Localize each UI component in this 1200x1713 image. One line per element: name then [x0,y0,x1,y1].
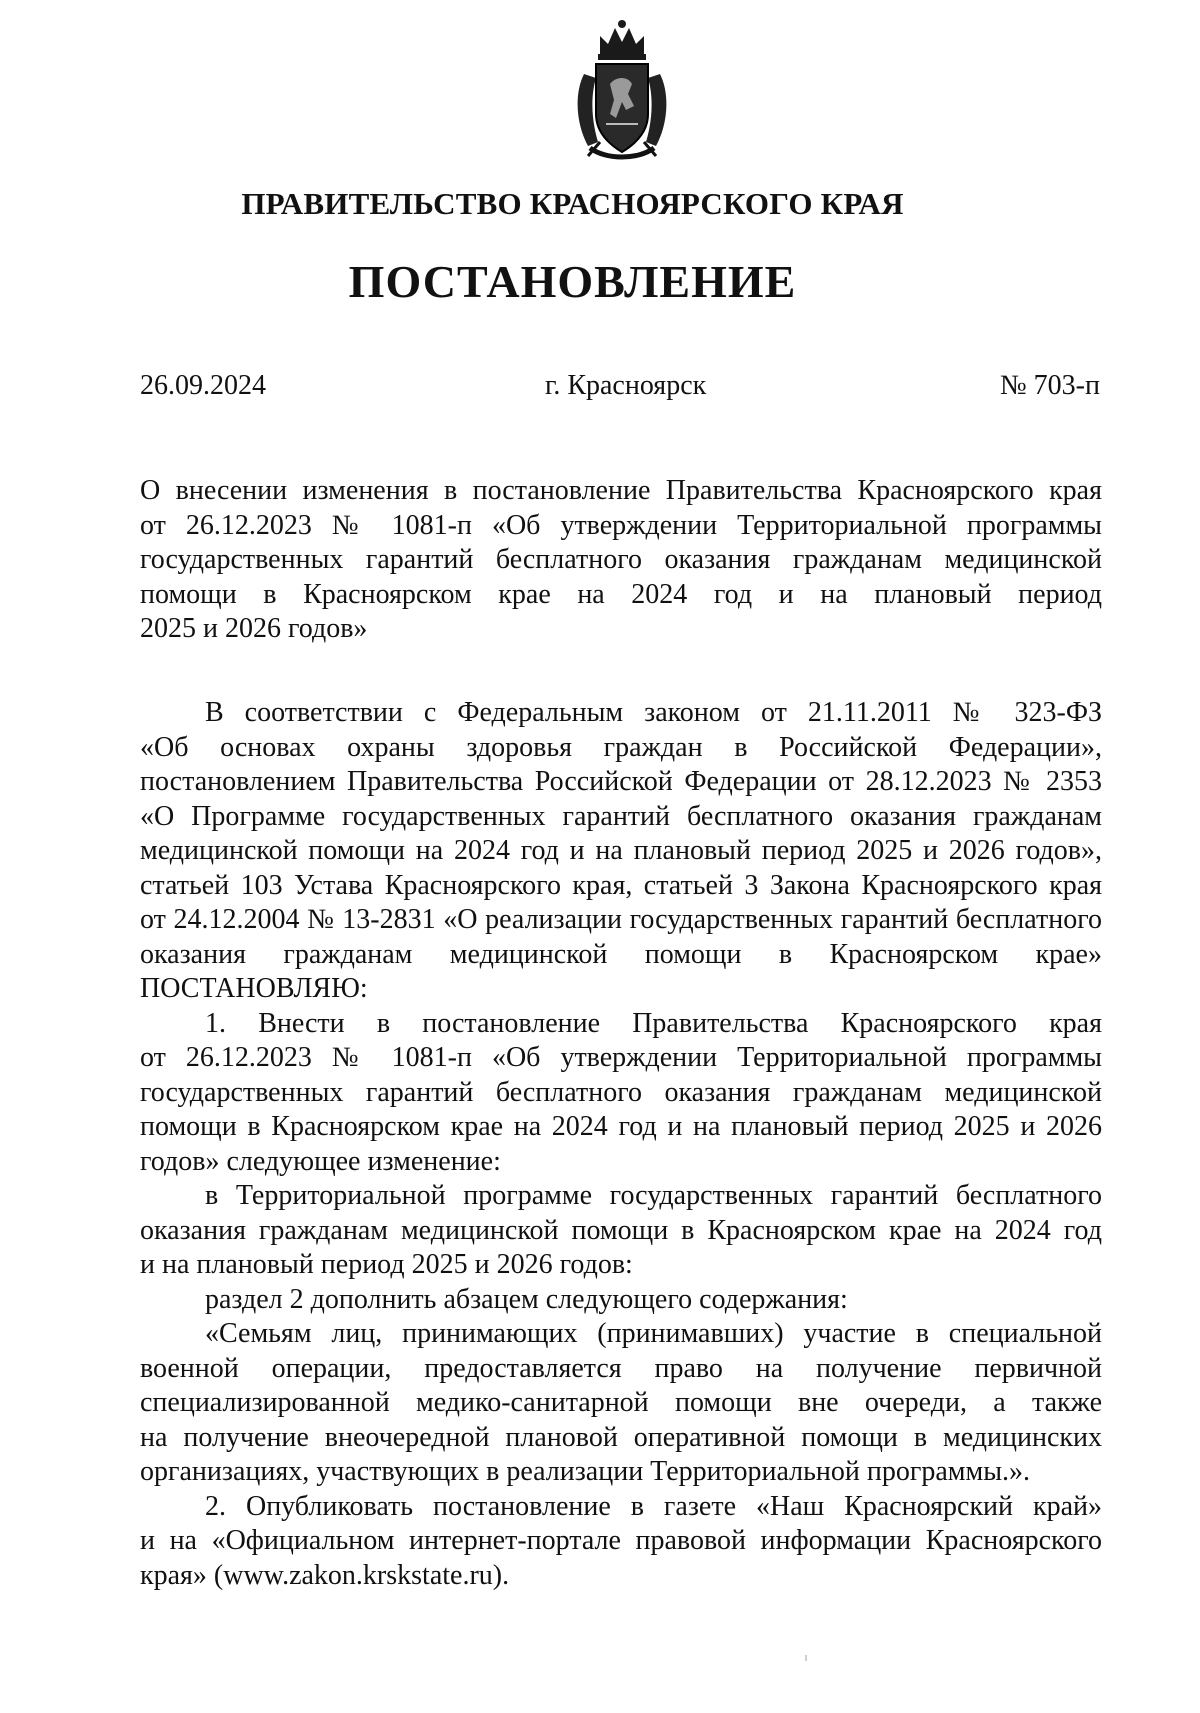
document-city: г. Красноярск [545,370,707,401]
body-line: «О Программе государственных гарантий бесплатного оказания гражданам [140,800,1102,832]
coat-of-arms-icon [570,14,675,162]
body-line: военной операции, предоставляется право на получение первичной [140,1352,1102,1384]
body-line: статьей 103 Устава Красноярского края, статьей 3 Закона Красноярского края [140,869,1102,901]
body-line: оказания гражданам медицинской помощи в Красноярском крае на 2024 год [140,1214,1102,1246]
body-line: специализированной медико-санитарной помощи вне очереди, а также [140,1387,1102,1418]
scan-mark [805,1655,807,1661]
subject-line: 2025 и 2026 годов» [140,613,368,644]
body-line: годов» следующее изменение: [140,1145,501,1177]
body-line: от 24.12.2004 № 13-2831 «О реализации государственных гарантий бесплатного [140,904,1102,935]
body-line: 1. Внести в постановление Правительства Красноярского края [205,1007,1102,1039]
document-meta [140,370,1100,410]
document-subject [140,474,1102,647]
body-line: 2. Опубликовать постановление в газете «Наш Красноярский край» [205,1490,1102,1522]
body-line: медицинской помощи на 2024 год и на плановый период 2025 и 2026 годов», [140,835,1102,866]
document-date: 26.09.2024 [140,370,266,401]
subject-line: от 26.12.2023 № 1081-п «Об утверждении Территориальной программы [140,509,1102,541]
document-number: № 703-п [999,370,1100,401]
body-line: государственных гарантий бесплатного оказания гражданам медицинской [140,1076,1102,1108]
body-line: на получение внеочередной плановой оперативной помощи в медицинских [140,1421,1102,1453]
body-line: края» (www.zakon.krskstate.ru). [140,1559,510,1591]
subject-line: помощи в Красноярском крае на 2024 год и на плановый период [140,578,1102,610]
document-type-heading: ПОСТАНОВЛЕНИЕ [348,256,797,307]
body-line: от 26.12.2023 № 1081-п «Об утверждении Территориальной программы [140,1042,1102,1073]
government-title: ПРАВИТЕЛЬСТВО КРАСНОЯРСКОГО КРАЯ [241,186,904,221]
body-line: «Семьям лиц, принимающих (принимавших) участие в специальной [205,1318,1102,1349]
body-line: и на «Официальном интернет-портале правовой информации Красноярского [140,1525,1102,1556]
body-line: раздел 2 дополнить абзацем следующего содержания: [205,1283,848,1315]
body-line: организациях, участвующих в реализации Территориальной программы.». [140,1456,1031,1487]
subject-line: государственных гарантий бесплатного оказания гражданам медицинской [140,544,1102,575]
subject-line: О внесении изменения в постановление Правительства Красноярского края [140,475,1102,506]
body-line: оказания гражданам медицинской помощи в Красноярском крае» [140,938,1102,970]
body-line: «Об основах охраны здоровья граждан в Российской Федерации», [140,731,1102,763]
resolution-keyword: ПОСТАНОВЛЯЮ: [140,973,368,1004]
body-line: и на плановый период 2025 и 2026 годов: [140,1249,633,1280]
body-line: помощи в Красноярском крае на 2024 год и на плановый период 2025 и 2026 [140,1111,1102,1142]
document-body [140,696,1102,1593]
body-line: в Территориальной программе государственных гарантий бесплатного [205,1180,1102,1211]
body-line: постановлением Правительства Российской Федерации от 28.12.2023 № 2353 [140,766,1102,797]
body-line: В соответствии с Федеральным законом от 21.11.2011 № 323-ФЗ [205,697,1102,728]
